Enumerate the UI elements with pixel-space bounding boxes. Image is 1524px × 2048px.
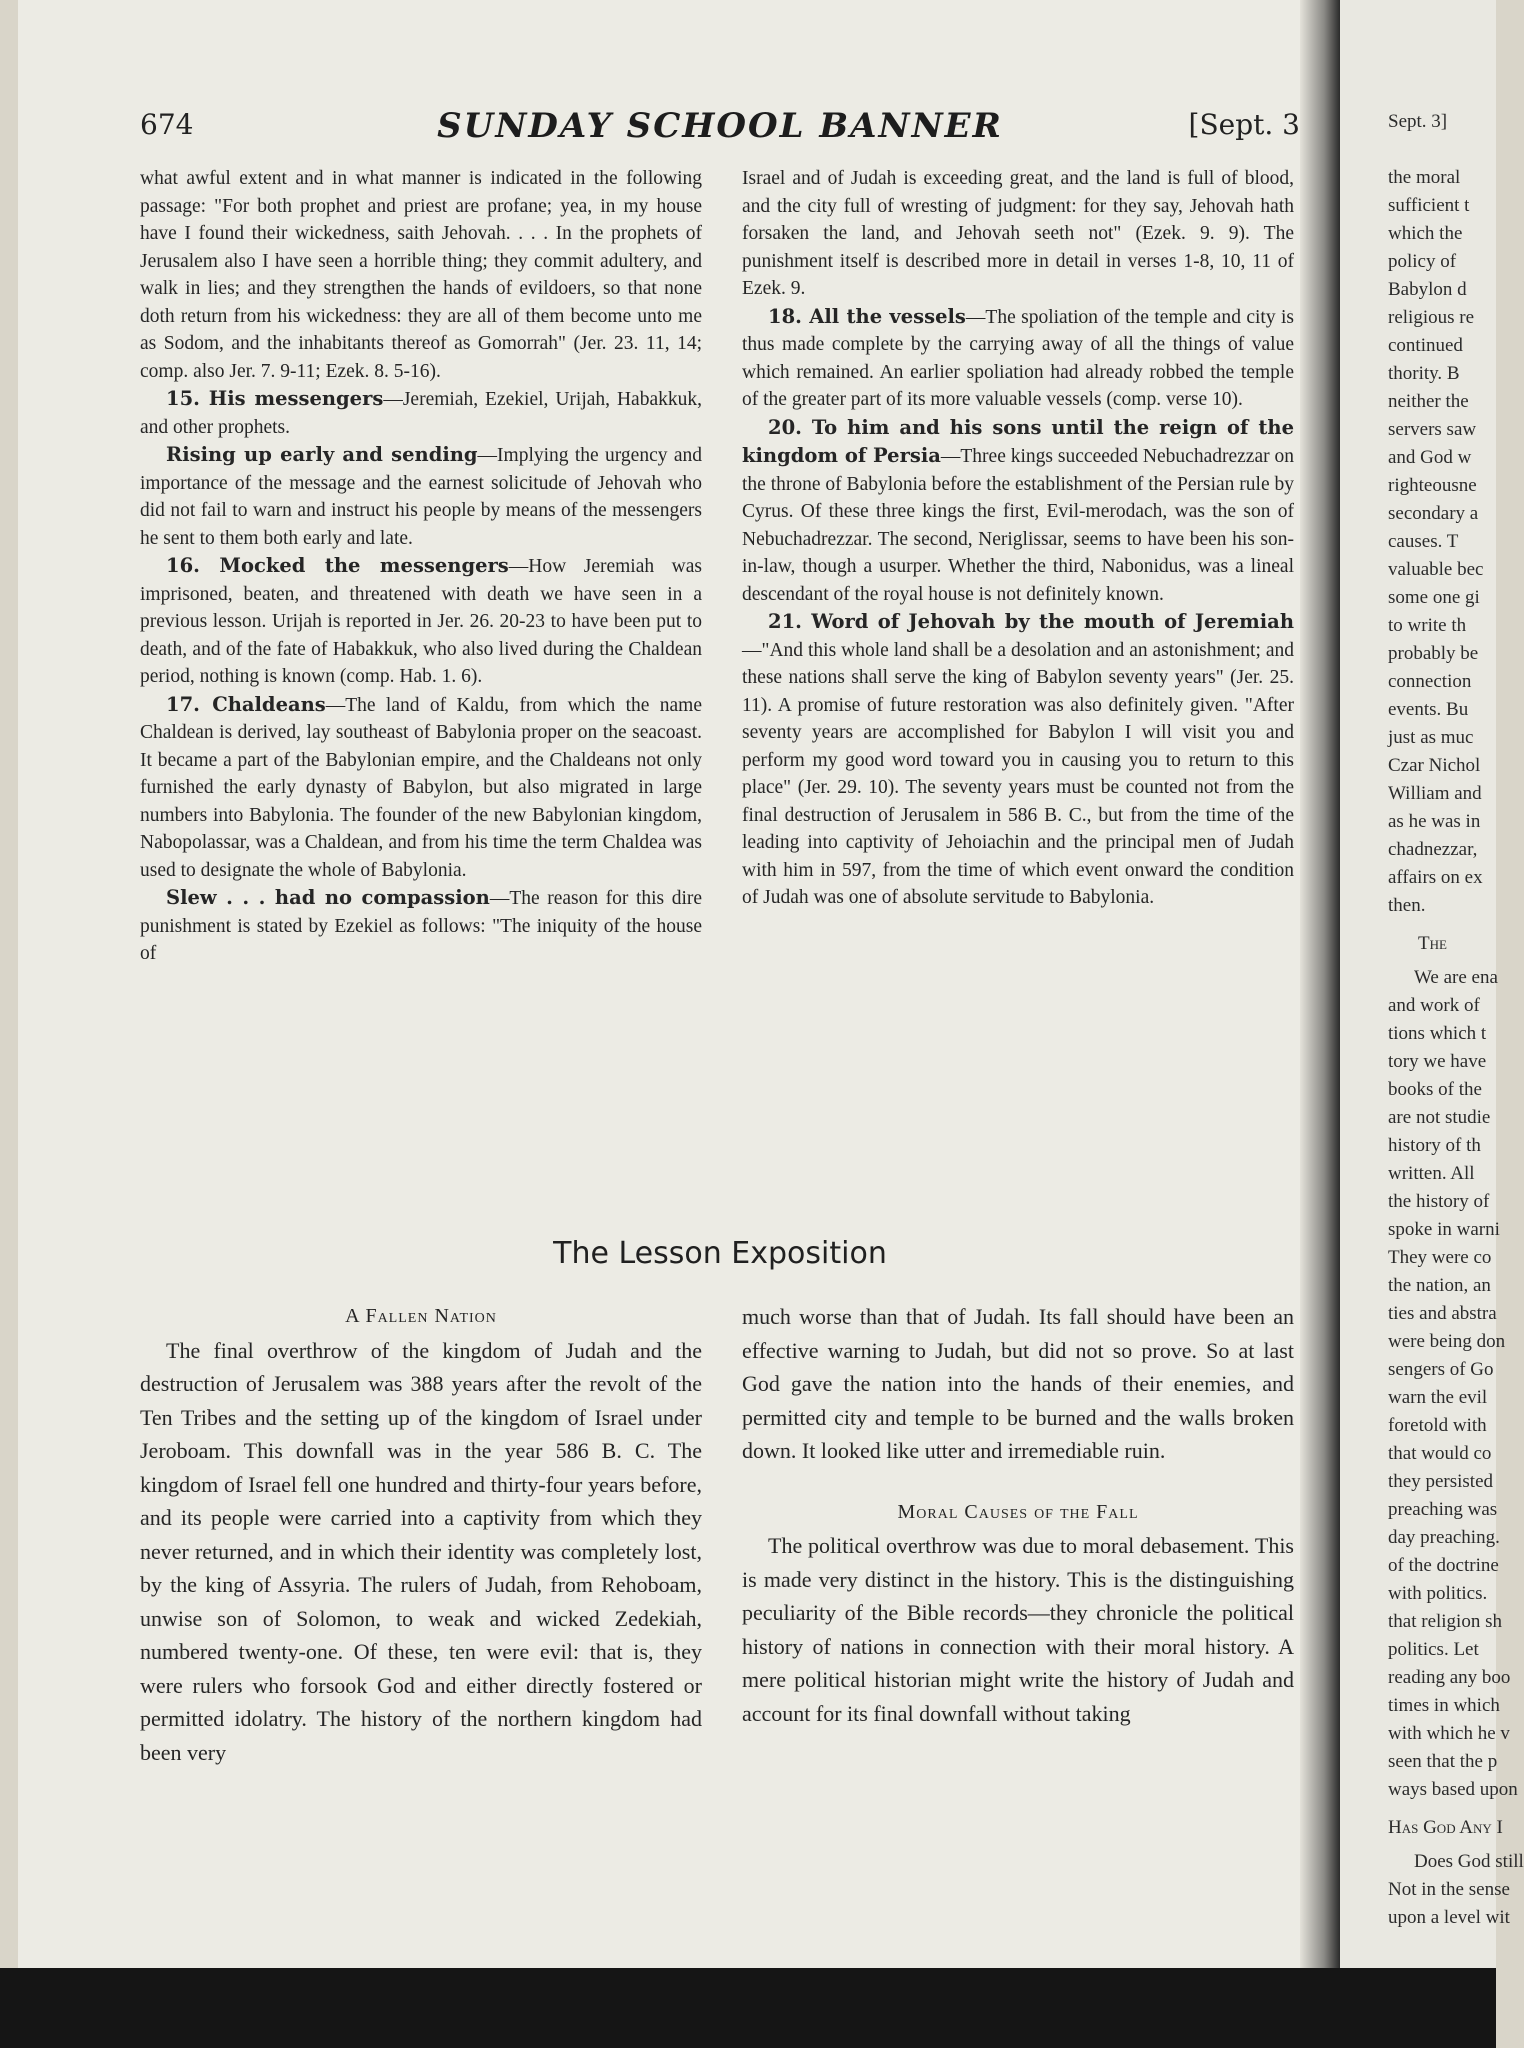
note-17 xyxy=(140,691,702,885)
exposition-column-left xyxy=(140,1300,702,1769)
text-line: that would co xyxy=(1388,1443,1492,1464)
column-left-notes xyxy=(140,165,702,968)
text-line: they persisted xyxy=(1388,1471,1494,1492)
text-line: the nation, an xyxy=(1388,1275,1491,1296)
text-line: written. All xyxy=(1388,1163,1475,1184)
text-line: sengers of Go xyxy=(1388,1359,1494,1380)
text-line: then. xyxy=(1388,895,1426,916)
note-heading: Slew . . . had no compassion xyxy=(166,886,490,909)
text-line: books of the xyxy=(1388,1079,1482,1100)
note-15 xyxy=(140,385,702,441)
text-line: causes. T xyxy=(1388,531,1459,552)
text-line: righteousne xyxy=(1388,475,1477,496)
text-line: and God w xyxy=(1388,447,1472,468)
text-line: the moral xyxy=(1388,167,1461,188)
text-line: as he was in xyxy=(1388,811,1481,832)
note-text: —The land of Kaldu, from which the name Chaldean is derived, lay southeast of Babylonia proper on the seacoast. It became a part of the Babylonian empire, and the Chaldeans not only furnished the early dynasty of Babylon, but also migrated in large numbers into Babylonia. The founder of the new Babylonian kingdom, Nabopolassar, was a Chaldean, and from his time the term Chaldea was used to designate the whole of Babylonia. xyxy=(140,694,702,881)
subheading: Has God Any I xyxy=(1388,1817,1503,1838)
text-line: probably be xyxy=(1388,643,1479,664)
text-lines xyxy=(1388,108,1496,920)
text-line: secondary a xyxy=(1388,503,1479,524)
text-line: preaching was xyxy=(1388,1499,1498,1520)
note-heading: 18. All the vessels xyxy=(768,304,966,328)
note-heading: 20. To him and his sons until the reign of the kingdom of Persia xyxy=(742,415,1294,467)
text-line: Not in the sense xyxy=(1388,1879,1510,1900)
text-line: with politics. xyxy=(1388,1583,1488,1604)
text-line: tory we have xyxy=(1388,1051,1487,1072)
text-line: some one gi xyxy=(1388,587,1480,608)
text-line: times in which xyxy=(1388,1695,1500,1716)
text-line: We are ena xyxy=(1414,967,1498,988)
note-heading: 21. Word of Jehovah by the mouth of Jeremiah xyxy=(768,610,1294,633)
exposition-column-right xyxy=(742,1300,1294,1730)
note-text: —The reason for this dire punishment is stated by Ezekiel as follows: "The iniquity of the house of xyxy=(140,888,703,964)
text-line: policy of xyxy=(1388,251,1457,272)
text-line: events. Bu xyxy=(1388,699,1469,720)
text-line: and work of xyxy=(1388,995,1480,1016)
text-line: the history of xyxy=(1388,1191,1490,1212)
text-line: that religion sh xyxy=(1388,1611,1502,1632)
text-line: politics. Let xyxy=(1388,1639,1479,1660)
paragraph: Israel and of Judah is exceeding great, and the land is full of blood, and the city full of wresting of judgment: for they say, Jehovah hath forsaken the land, and Jehovah seeth not" (Ezek. 9. 9). The punishment itself is described more in detail in verses 1-8, 10, 11 of Ezek. 9. xyxy=(742,168,1294,299)
subheading: A Fallen Nation xyxy=(345,1305,497,1327)
note-heading: 15. His messengers xyxy=(166,387,384,410)
text-line: history of th xyxy=(1388,1135,1481,1156)
adjacent-page-text xyxy=(1388,108,1524,1932)
text-line: ways based upon xyxy=(1388,1779,1518,1800)
text-lines xyxy=(1388,964,1518,1804)
text-line: affairs on ex xyxy=(1388,867,1483,888)
note-18 xyxy=(742,303,1294,414)
text-line: Czar Nichol xyxy=(1388,755,1481,776)
subheading: The xyxy=(1418,933,1447,954)
text-line: William and xyxy=(1388,783,1482,804)
paragraph: much worse than that of Judah. Its fall should have been an effective warning to Judah, but did not so prove. So at last God gave the nation into the hands of their enemies, and permitted city and temple to be burned and the walls broken down. It looked like utter and irremediable ruin. xyxy=(742,1304,1294,1463)
text-line: ties and abstra xyxy=(1388,1303,1497,1324)
text-line: of the doctrine xyxy=(1388,1555,1499,1576)
text-line: are not studie xyxy=(1388,1107,1491,1128)
paragraph: The final overthrow of the kingdom of Judah and the destruction of Jerusalem was 388 years after the revolt of the Ten Tribes and the setting up of the kingdom of Israel under Jeroboam. This downfall was in the year 586 B. C. The kingdom of Israel fell one hundred and thirty-four years before, and its people were carried into a captivity from which they never returned, and in which their identity was completely lost, by the king of Assyria. The rulers of Judah, from Rehoboam, unwise son of Solomon, to weak and wicked Zedekiah, numbered twenty-one. Of these, ten were evil: that is, they were rulers who forsook God and either directly fostered or permitted idolatry. The history of the northern kingdom had been very xyxy=(140,1337,702,1765)
text-line xyxy=(1388,136,1496,164)
note-slew xyxy=(140,884,702,968)
running-head xyxy=(140,108,1300,152)
text-line: connection xyxy=(1388,671,1472,692)
page-number: 674 xyxy=(140,108,194,141)
note-text: —"And this whole land shall be a desolation and an astonishment; and these nations shall serve the king of Babylon seventy years" (Jer. 25. 11). A promise of future restoration was also definitely given. "After seventy years are accomplished for Babylon I will visit you and perform my good word toward you in causing you to return to this place" (Jer. 29. 10). The seventy years must be counted not from the final destruction of Jerusalem in 586 B. C., but from the time of the leading into captivity of Jehoiachin and the principal men of Judah with him in 597, from the time of which event onward the condition of Judah was one of absolute servitude to Babylonia. xyxy=(742,639,1294,908)
paragraph: The political overthrow was due to moral debasement. This is made very distinct in the history. This is the distinguishing peculiarity of the Bible records—they chronicle the political history of nations in connection with their moral history. A mere political historian might write the history of Judah and account for its final downfall without taking xyxy=(742,1533,1294,1726)
text-line: just as muc xyxy=(1388,727,1474,748)
text-line: Sept. 3] xyxy=(1388,111,1448,132)
text-line: sufficient t xyxy=(1388,195,1470,216)
subheading: Moral Causes of the Fall xyxy=(897,1500,1139,1523)
text-line: Babylon d xyxy=(1388,279,1467,300)
text-line: warn the evil xyxy=(1388,1387,1488,1408)
note-text: —The spoliation of the temple and city is thus made complete by the carrying away of all the things of value which remained. An earlier spoliation had already robbed the temple of the greater part of its more valuable vessels (comp. verse 10). xyxy=(742,306,1294,410)
text-lines xyxy=(1388,1848,1524,1932)
text-line: continued xyxy=(1388,335,1463,356)
journal-title: SUNDAY SCHOOL BANNER xyxy=(437,106,1003,146)
text-line: which the xyxy=(1388,223,1463,244)
note-text: —Implying the urgency and importance of the message and the earnest solicitude of Jehovah who did not fail to warn and instruct his people by means of the messengers he sent to them both early and late. xyxy=(140,445,702,549)
text-line: religious re xyxy=(1388,307,1475,328)
section-title: The Lesson Exposition xyxy=(553,1236,887,1271)
text-line: servers saw xyxy=(1388,419,1477,440)
note-heading: Rising up early and sending xyxy=(166,443,478,466)
note-16 xyxy=(140,552,702,691)
text-line: tions which t xyxy=(1388,1023,1487,1044)
issue-date: [Sept. 3 xyxy=(1188,108,1300,141)
note-text: —Jeremiah, Ezekiel, Urijah, Habakkuk, and other prophets. xyxy=(140,389,702,438)
text-line: reading any boo xyxy=(1388,1667,1511,1688)
text-line: to write th xyxy=(1388,615,1467,636)
text-line: seen that the p xyxy=(1388,1751,1498,1772)
text-line: valuable bec xyxy=(1388,559,1484,580)
text-line: with which he v xyxy=(1388,1723,1510,1744)
text-line: chadnezzar, xyxy=(1388,839,1478,860)
text-line: were being don xyxy=(1388,1331,1506,1352)
note-rising xyxy=(140,441,702,552)
text-line: day preaching. xyxy=(1388,1527,1500,1548)
text-line: Does God still xyxy=(1414,1851,1524,1872)
note-20 xyxy=(742,414,1294,609)
paragraph: what awful extent and in what manner is indicated in the following passage: "For both prophet and priest are profane; yea, in my house have I found their wickedness, saith Jehovah. . . . In the prophets of Jerusalem also I have seen a horrible thing; they commit adultery, and walk in lies; and they strengthen the hands of evildoers, so that none doth return from his wickedness: they are all of them become unto me as Sodom, and the inhabitants thereof as Gomorrah" (Jer. 23. 11, 14; comp. also Jer. 7. 9-11; Ezek. 8. 5-16). xyxy=(140,168,702,382)
text-line: thority. B xyxy=(1388,363,1460,384)
text-line: upon a level wit xyxy=(1388,1907,1510,1928)
text-line: neither the xyxy=(1388,391,1469,412)
scan-bottom-edge xyxy=(0,1968,1496,2048)
text-line: foretold with xyxy=(1388,1415,1487,1436)
note-text: —Three kings succeeded Nebuchadrezzar on the throne of Babylonia before the establishment of the Persian rule by Cyrus. Of these three kings the first, Evil-merodach, was the son of Nebuchadrezzar. The second, Neriglissar, seems to have been his son-in-law, though a usurper. Whether the third, Nabonidus, was a lineal descendant of the royal house is not definitely known. xyxy=(742,446,1294,605)
column-right-notes xyxy=(742,165,1294,912)
book-gutter xyxy=(1300,0,1340,1968)
note-heading: 17. Chaldeans xyxy=(166,692,326,716)
note-heading: 16. Mocked the messengers xyxy=(166,554,509,577)
text-line: spoke in warni xyxy=(1388,1219,1500,1240)
note-text: —How Jeremiah was imprisoned, beaten, and threatened with death we have seen in a previous lesson. Urijah is reported in Jer. 26. 20-23 to have been put to death, and of the fate of Habakkuk, who also lived during the Chaldean period, nothing is known (comp. Hab. 1. 6). xyxy=(140,556,702,687)
text-line: They were co xyxy=(1388,1247,1492,1268)
note-21 xyxy=(742,608,1294,912)
